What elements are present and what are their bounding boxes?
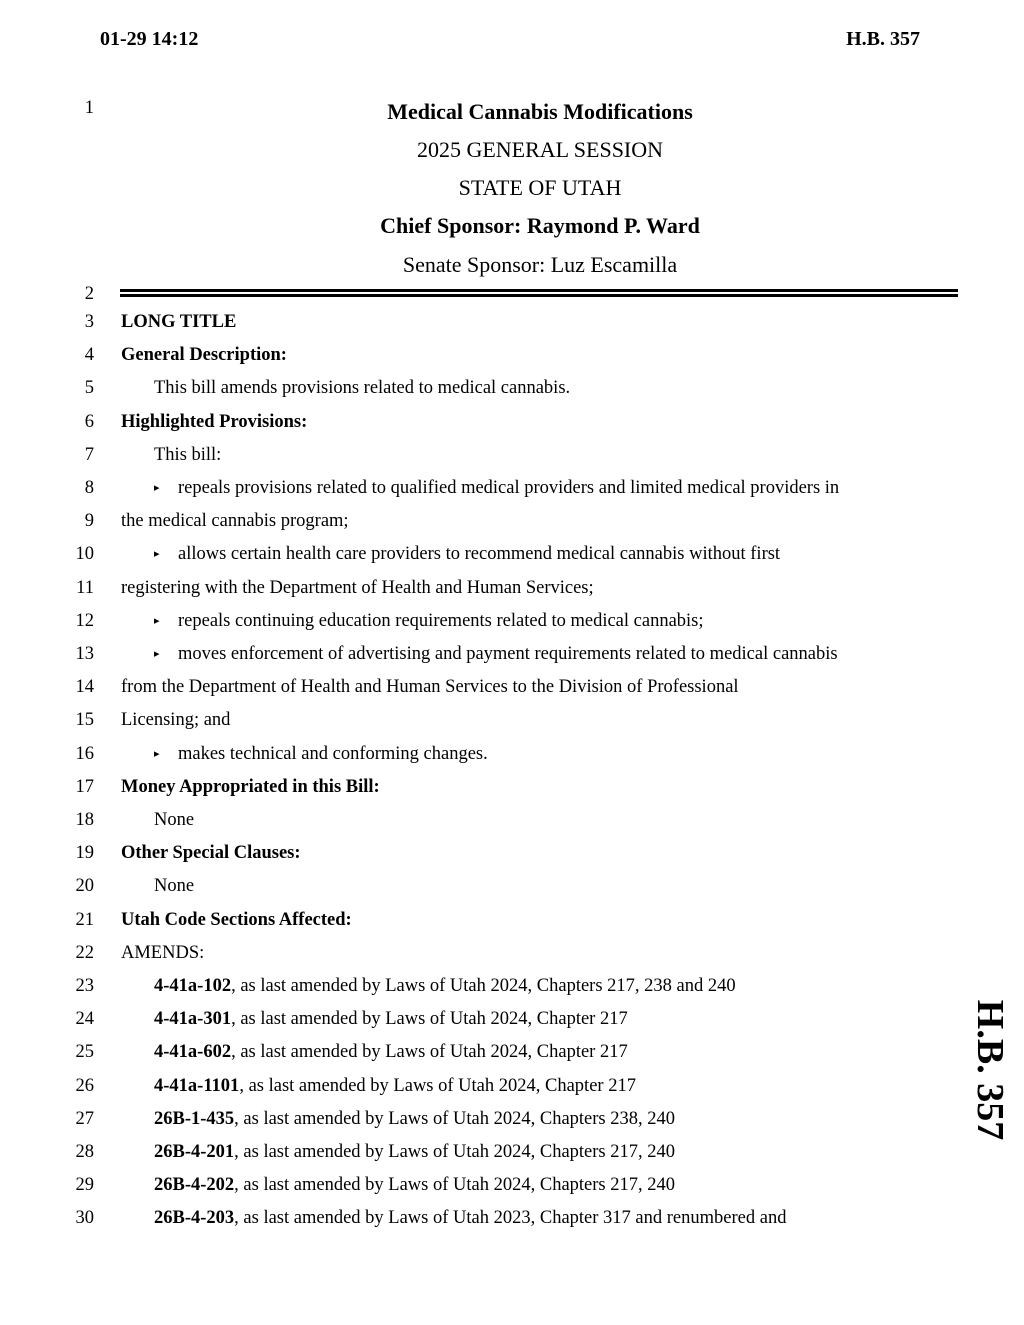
bullet-icon: ▸ (154, 614, 160, 627)
code-section-history: , as last amended by Laws of Utah 2024, Chapters 217, 238 and 240 (231, 976, 736, 996)
body-text: the medical cannabis program; (121, 511, 349, 532)
body-line (0, 1076, 1024, 1109)
body-line (0, 511, 1024, 544)
section-heading: Utah Code Sections Affected: (121, 909, 352, 930)
bullet-text: makes technical and conforming changes. (178, 743, 488, 764)
code-section-entry (154, 1109, 675, 1130)
divider-rule (120, 294, 958, 297)
code-section-entry (154, 1175, 675, 1196)
line-number: 16 (75, 743, 94, 764)
body-text: This bill: (154, 444, 222, 465)
body-text: None (154, 810, 195, 830)
line-number: 25 (75, 1042, 94, 1063)
body-text: Licensing; and (121, 710, 231, 731)
line-number: 19 (75, 843, 94, 864)
line-number: 1 (84, 98, 94, 118)
bullet-text: repeals provisions related to qualified medical providers and limited medical providers in (178, 478, 840, 498)
code-section-entry (154, 1142, 675, 1163)
body-text: registering with the Department of Health and Human Services; (121, 577, 594, 598)
bullet-item (154, 544, 780, 565)
line-number: 5 (84, 378, 94, 399)
line-number: 4 (84, 345, 94, 366)
bullet-item (154, 744, 488, 765)
header-bill-number: H.B. 357 (846, 28, 920, 50)
line-number: 28 (75, 1142, 94, 1162)
code-section-entry (154, 1009, 628, 1030)
body-text: AMENDS: (121, 942, 205, 963)
body-line (0, 810, 1024, 843)
line-number: 9 (84, 511, 94, 532)
line-number: 2 (84, 284, 94, 304)
body-line (0, 943, 1024, 976)
bullet-icon: ▸ (154, 648, 160, 660)
code-section-entry (154, 976, 736, 997)
line-number: 20 (75, 876, 94, 897)
body-line (0, 578, 1024, 611)
line-number: 13 (75, 644, 94, 664)
body-line (0, 710, 1024, 743)
line-number: 6 (84, 411, 94, 432)
body-line (0, 843, 1024, 876)
side-bill-label-text: H.B. 357 (969, 999, 1011, 1141)
body-line (0, 445, 1024, 478)
line-number: 14 (75, 677, 94, 698)
session-label: 2025 GENERAL SESSION (416, 137, 664, 162)
code-section-number: 26B-4-201 (154, 1142, 235, 1162)
body-line (0, 644, 1024, 677)
code-section-number: 4-41a-1101 (154, 1075, 240, 1096)
code-section-number: 26B-1-435 (154, 1108, 235, 1129)
body-line (0, 611, 1024, 644)
line-number: 3 (84, 312, 94, 332)
body-line (0, 677, 1024, 710)
body-line (0, 378, 1024, 411)
line-number: 12 (75, 610, 94, 631)
code-section-entry (154, 1042, 628, 1063)
section-heading: Money Appropriated in this Bill: (121, 776, 380, 797)
line-number: 29 (75, 1175, 94, 1196)
line-number: 10 (75, 544, 94, 565)
header-date-time: 01-29 14:12 (100, 28, 199, 50)
body-line (0, 345, 1024, 378)
bullet-item (154, 611, 704, 632)
section-heading: Highlighted Provisions: (121, 411, 308, 432)
body-line (0, 976, 1024, 1009)
side-bill-label (960, 1000, 1020, 1140)
line-number: 7 (84, 444, 94, 465)
state-label: STATE OF UTAH (458, 175, 622, 200)
body-line (0, 910, 1024, 943)
divider-rule (120, 289, 958, 292)
body-line (0, 1109, 1024, 1142)
line-number: 18 (75, 810, 94, 830)
code-section-number: 4-41a-301 (154, 1009, 232, 1030)
body-line (0, 312, 1024, 345)
line-number: 22 (75, 942, 94, 963)
code-section-number: 4-41a-102 (154, 976, 232, 996)
code-section-history: , as last amended by Laws of Utah 2024, Chapters 217, 240 (234, 1142, 676, 1162)
code-section-entry (154, 1208, 786, 1229)
line-number: 8 (84, 478, 94, 498)
code-section-history: , as last amended by Laws of Utah 2024, Chapter 217 (231, 1009, 628, 1030)
body-line (0, 1009, 1024, 1042)
line-number: 11 (76, 577, 94, 598)
bill-title: Medical Cannabis Modifications (387, 99, 693, 124)
bullet-item (154, 478, 839, 499)
section-heading: LONG TITLE (121, 312, 237, 332)
code-section-number: 4-41a-602 (154, 1042, 232, 1063)
body-line (0, 744, 1024, 777)
body-line (0, 777, 1024, 810)
body-line (0, 1042, 1024, 1075)
code-section-history: , as last amended by Laws of Utah 2024, Chapter 217 (231, 1042, 628, 1063)
bullet-icon: ▸ (154, 548, 160, 561)
body-line (0, 544, 1024, 577)
code-section-history: , as last amended by Laws of Utah 2024, Chapter 217 (239, 1075, 636, 1096)
line-number: 27 (75, 1108, 94, 1129)
body-line (0, 876, 1024, 909)
code-section-number: 26B-4-202 (154, 1175, 235, 1196)
body-line (0, 1142, 1024, 1175)
chief-sponsor: Chief Sponsor: Raymond P. Ward (380, 213, 700, 238)
line-number: 17 (75, 776, 94, 797)
body-text: None (154, 876, 195, 897)
bullet-text: repeals continuing education requirements related to medical cannabis; (178, 610, 704, 631)
code-section-number: 26B-4-203 (154, 1208, 235, 1229)
bullet-item (154, 644, 838, 665)
line-number: 30 (75, 1208, 94, 1229)
section-heading: Other Special Clauses: (121, 843, 301, 864)
bullet-icon: ▸ (154, 747, 160, 760)
code-section-history: , as last amended by Laws of Utah 2024, Chapters 217, 240 (234, 1175, 676, 1196)
line-number: 21 (75, 909, 94, 930)
line-number: 15 (75, 710, 94, 731)
bullet-text: moves enforcement of advertising and payment requirements related to medical cannabis (178, 644, 838, 664)
code-section-history: , as last amended by Laws of Utah 2023, Chapter 317 and renumbered and (234, 1208, 787, 1229)
line-number: 23 (75, 976, 94, 996)
section-heading: General Description: (121, 345, 287, 366)
line-number: 24 (75, 1009, 94, 1030)
body-text: This bill amends provisions related to medical cannabis. (154, 378, 571, 399)
bullet-icon: ▸ (154, 482, 160, 494)
body-line (0, 412, 1024, 445)
code-section-entry (154, 1076, 636, 1097)
body-text: from the Department of Health and Human Services to the Division of Professional (121, 677, 739, 698)
body-line (0, 1208, 1024, 1241)
bullet-text: allows certain health care providers to recommend medical cannabis without first (178, 544, 781, 565)
senate-sponsor: Senate Sponsor: Luz Escamilla (402, 252, 678, 277)
code-section-history: , as last amended by Laws of Utah 2024, Chapters 238, 240 (234, 1108, 676, 1129)
body-line (0, 1175, 1024, 1208)
line-number: 26 (75, 1075, 94, 1096)
body-line (0, 478, 1024, 511)
